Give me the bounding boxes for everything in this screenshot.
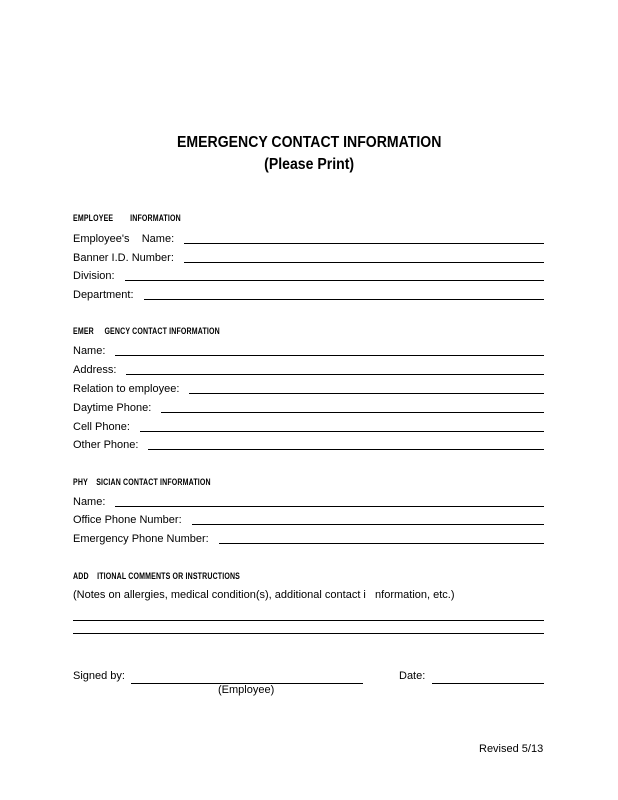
department-field[interactable]: [73, 287, 544, 301]
division-field[interactable]: [73, 268, 544, 282]
field-label: Cell Phone:: [73, 421, 130, 433]
fill-line[interactable]: [140, 431, 544, 432]
other-phone-field[interactable]: [73, 437, 544, 451]
field-label: Address:: [73, 364, 117, 376]
relation-field[interactable]: [73, 381, 544, 395]
comments-line[interactable]: [73, 633, 544, 634]
emergency-phone-field[interactable]: [73, 531, 544, 545]
address-field[interactable]: [73, 362, 544, 376]
cell-phone-field[interactable]: [73, 419, 544, 433]
notes-instructions: (Notes on allergies, medical condition(s), additional contact i nformation, etc.): [73, 589, 455, 601]
page-title: EMERGENCY CONTACT INFORMATION: [176, 134, 442, 151]
signed-by-label: Signed by:: [73, 670, 125, 682]
field-label: Daytime Phone:: [73, 402, 152, 414]
page-subtitle: (Please Print): [263, 156, 354, 173]
fill-line[interactable]: [192, 524, 544, 525]
employee-name-field[interactable]: [73, 231, 544, 245]
fill-line[interactable]: [184, 262, 544, 263]
section-heading-employee: EMPLOYEE INFORMATION: [73, 213, 181, 223]
field-label: Department:: [73, 289, 134, 301]
banner-id-field[interactable]: [73, 250, 544, 264]
fill-line[interactable]: [161, 412, 544, 413]
comments-line[interactable]: [73, 620, 544, 621]
physician-name-field[interactable]: [73, 494, 544, 508]
fill-line[interactable]: [125, 280, 544, 281]
fill-line[interactable]: [219, 543, 544, 544]
field-label: Division:: [73, 270, 115, 282]
field-label: Employee's Name:: [73, 233, 175, 245]
fill-line[interactable]: [115, 506, 544, 507]
fill-line[interactable]: [189, 393, 544, 394]
section-heading-comments: ADD ITIONAL COMMENTS OR INSTRUCTIONS: [73, 571, 241, 581]
field-label: Name:: [73, 496, 106, 508]
field-label: Other Phone:: [73, 439, 139, 451]
daytime-phone-field[interactable]: [73, 400, 544, 414]
fill-line[interactable]: [144, 299, 544, 300]
field-label: Name:: [73, 345, 106, 357]
date-line[interactable]: [432, 683, 544, 684]
emergency-name-field[interactable]: [73, 343, 544, 357]
office-phone-field[interactable]: [73, 512, 544, 526]
field-label: Banner I.D. Number:: [73, 252, 174, 264]
field-label: Office Phone Number:: [73, 514, 182, 526]
fill-line[interactable]: [148, 449, 544, 450]
fill-line[interactable]: [184, 243, 544, 244]
field-label: Emergency Phone Number:: [73, 533, 209, 545]
field-label: Relation to employee:: [73, 383, 180, 395]
section-heading-physician: PHY SICIAN CONTACT INFORMATION: [73, 477, 211, 487]
section-heading-emergency: EMER GENCY CONTACT INFORMATION: [73, 326, 220, 336]
fill-line[interactable]: [126, 374, 544, 375]
fill-line[interactable]: [115, 355, 544, 356]
employee-label: (Employee): [218, 684, 275, 696]
date-label: Date:: [399, 670, 426, 682]
revision-note: Revised 5/13: [479, 743, 544, 755]
